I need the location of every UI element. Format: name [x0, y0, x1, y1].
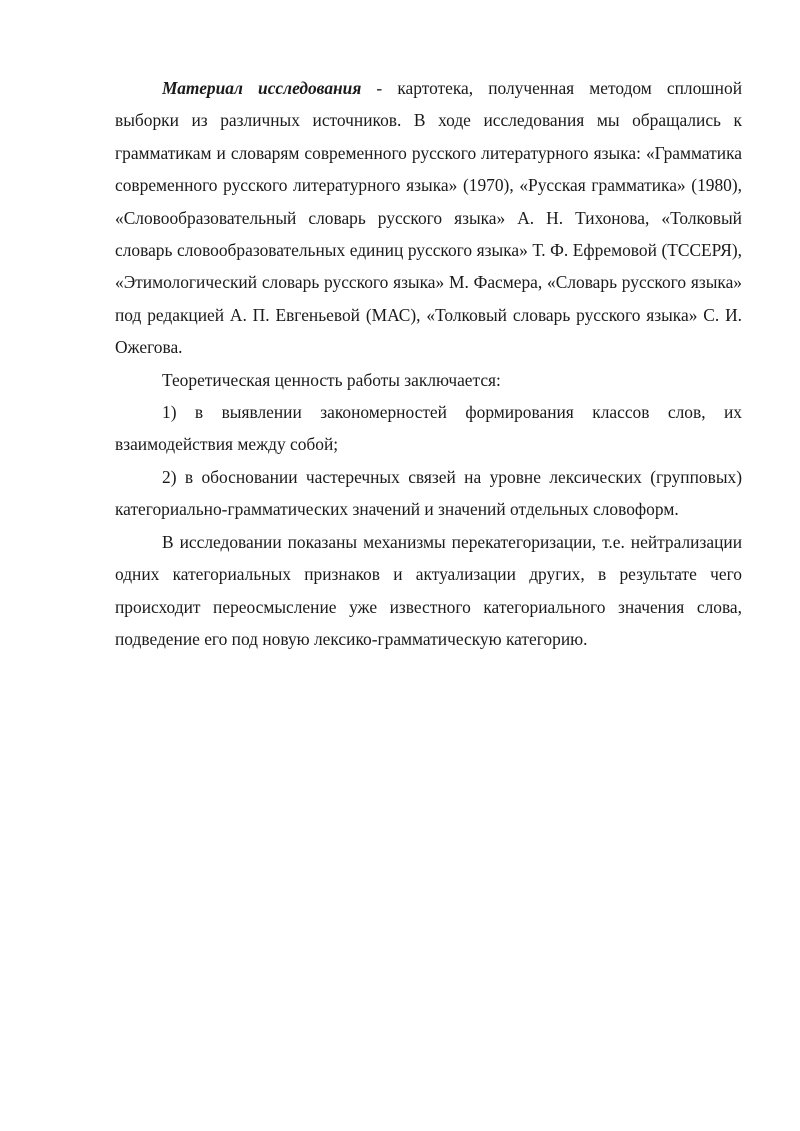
paragraph-mechanisms: В исследовании показаны механизмы перекатегоризации, т.е. нейтрализации одних категориальных признаков и актуализации других, в результате чего происходит переосмысление уже известного категориального значения слова, подведение его под новую лексико-грамматическую категорию. — [115, 531, 742, 649]
document-body — [115, 72, 742, 655]
paragraph-material-text: - картотека, полученная методом сплошной выборки из различных источников. В ходе исследования мы обращались к грамматикам и словарям современного русского литературного языка: «Грамматика современного русского литературного языка» (1970), «Русская грамматика» (1980), «Словообразовательный словарь русского языка» А. Н. Тихонова, «Толковый словарь словообразовательных единиц русского языка» Т. Ф. Ефремовой (ТССЕРЯ), «Этимологический словарь русского языка» М. Фасмера, «Словарь русского языка» под редакцией А. П. Евгеньевой (МАС), «Толковый словарь русского языка» С. И. Ожегова. — [115, 78, 742, 358]
paragraph-theoretical-value: Теоретическая ценность работы заключается: — [162, 369, 501, 390]
list-item-1: 1) в выявлении закономерностей формирования классов слов, их взаимодействия между собой; — [115, 402, 742, 455]
paragraph-material-lead: Материал исследования — [162, 78, 362, 98]
list-item-2: 2) в обосновании частеречных связей на уровне лексических (групповых) категориально-грамматических значений и значений отдельных словоформ. — [115, 466, 742, 520]
paragraph-material — [115, 72, 742, 364]
